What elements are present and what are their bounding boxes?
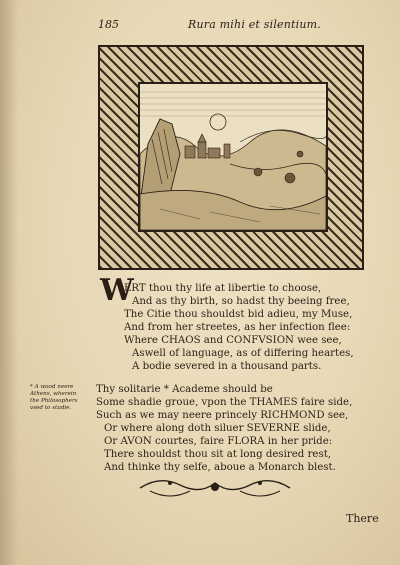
tailpiece-ornament	[130, 473, 300, 503]
poem-line: And thinke thy selfe, aboue a Monarch blest.	[104, 462, 336, 473]
poem-line: And from her streetes, as her infection flee:	[124, 322, 351, 333]
landscape-engraving	[140, 84, 326, 230]
poem-line: Or where along doth siluer SEVERNE slide,	[104, 423, 331, 434]
poem-line: The Citie thou shouldst bid adieu, my Muse,	[124, 309, 353, 320]
poem-line: Aswell of language, as of differing heartes,	[132, 348, 354, 359]
poem-line: Or AVON courtes, faire FLORA in her pride:	[104, 436, 333, 447]
poem-line: Thy solitarie * Academe should be	[96, 384, 273, 395]
marginal-note-line: Athens, wherein	[30, 391, 77, 397]
poem-line: A bodie severed in a thousand parts.	[132, 361, 322, 372]
poem-line: Some shadie groue, vpon the THAMES faire side,	[96, 397, 353, 408]
page-number: 185	[98, 18, 119, 31]
marginal-note-line: the Philosophers	[30, 398, 78, 404]
poem-line: And as thy birth, so hadst thy beeing free,	[132, 296, 350, 307]
catchword: There	[346, 512, 379, 525]
page-gutter-shadow	[0, 0, 18, 565]
marginal-note	[30, 384, 94, 412]
marginal-note-line: * A wood neere	[30, 384, 74, 390]
poem-line: Where CHAOS and CONFVSION wee see,	[124, 335, 342, 346]
poem-line: ERT thou thy life at libertie to choose,	[124, 283, 322, 294]
poem-line: There shouldst thou sit at long desired rest,	[104, 449, 332, 460]
marginal-note-line: vsed to studie.	[30, 405, 72, 411]
running-title: Rura mihi et silentium.	[188, 18, 321, 31]
woodcut-illustration	[138, 82, 328, 232]
drop-cap: W	[100, 273, 134, 308]
poem-line: Such as we may neere princely RICHMOND see,	[96, 410, 349, 421]
page-header	[98, 18, 370, 34]
